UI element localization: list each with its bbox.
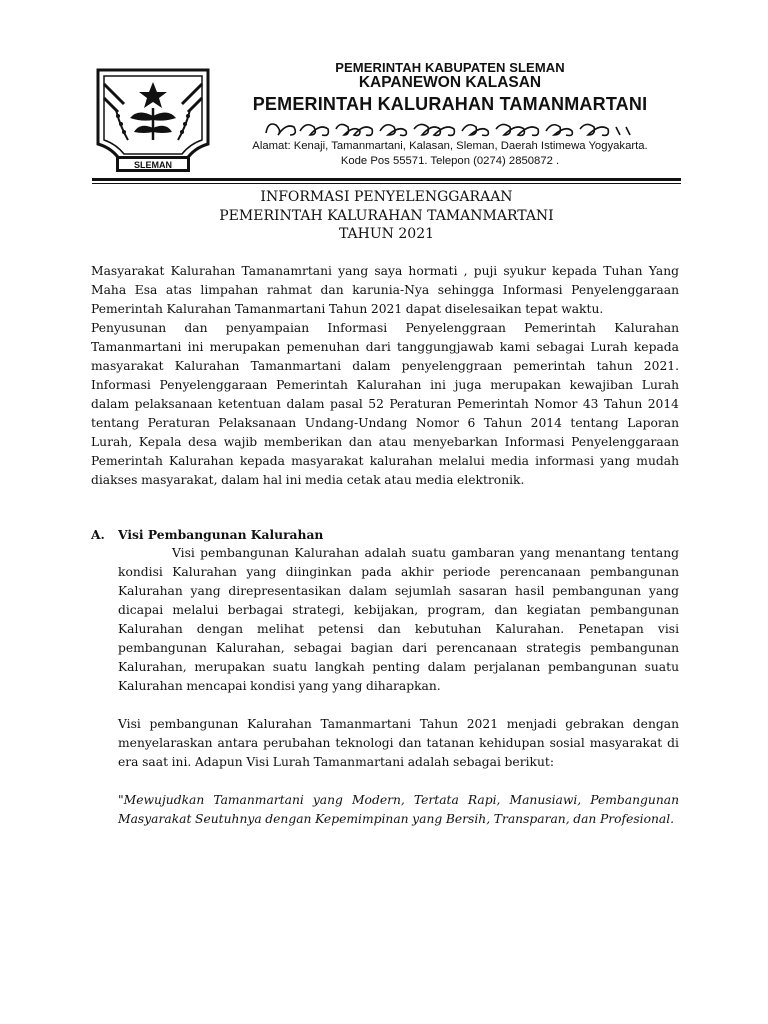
section-a-paragraph-1: Visi pembangunan Kalurahan adalah suatu gambaran yang menantang tentang kondisi Kalurahan yang diinginkan pada akhir periode perencanaan pembangunan Kalurahan yang direpresentasikan dalam sejumlah sasaran hasil pembangunan yang dicapai melalui berbagai strategi, kebijakan, program, dan kegiatan pembangunan Kalurahan dengan melihat petensi dan kebutuhan Kalurahan. Penetapan visi pembangunan Kalurahan, sebagai bagian dari perencanaan strategis pembangunan Kalurahan, merupakan suatu langkah penting dalam perjalanan pembangunan suatu Kalurahan mencapai kondisi yang yang diharapkan.	[118, 546, 679, 693]
javanese-script-lettering-icon	[260, 117, 640, 141]
intro-section	[91, 262, 679, 490]
section-a-heading	[91, 525, 679, 544]
letterhead-address: Alamat: Kenaji, Tamanmartani, Kalasan, Sleman, Daerah Istimewa Yogyakarta.	[252, 140, 648, 152]
section-a	[91, 525, 679, 829]
letterhead-postcode-phone: Kode Pos 55571. Telepon (0274) 2850872 .	[340, 155, 560, 167]
vision-quote: "Mewujudkan Tamanmartani yang Modern, Tertata Rapi, Manusiawi, Pembangunan Masyarakat Seutuhnya dengan Kepemimpinan yang Bersih, Transparan, dan Profesional.	[118, 793, 679, 826]
letterhead-rule-thick	[92, 178, 681, 181]
letterhead-regency: PEMERINTAH KABUPATEN SLEMAN	[335, 60, 565, 75]
section-a-body	[118, 544, 679, 829]
letterhead	[92, 56, 682, 180]
title-line-2: PEMERINTAH KALURAHAN TAMANMARTANI	[219, 207, 554, 224]
logo-label: SLEMAN	[134, 160, 172, 170]
letterhead-village: PEMERINTAH KALURAHAN TAMANMARTANI	[252, 94, 648, 114]
title-line-3: TAHUN 2021	[338, 226, 435, 242]
section-a-title: Visi Pembangunan Kalurahan	[118, 527, 324, 542]
letterhead-district: KAPANEWON KALASAN	[358, 74, 542, 91]
section-a-number: A.	[91, 527, 105, 542]
title-line-1: INFORMASI PENYELENGGARAAN	[260, 189, 513, 205]
letterhead-rule-thin	[92, 183, 681, 184]
section-a-paragraph-2: Visi pembangunan Kalurahan Tamanmartani Tahun 2021 menjadi gebrakan dengan menyelaraskan antara perubahan teknologi dan tatanan kehidupan sosial masyarakat di era saat ini. Adapun Visi Lurah Tamanmartani adalah sebagai berikut:	[118, 717, 679, 769]
sleman-regency-emblem-icon	[94, 64, 212, 178]
document-title	[92, 188, 681, 244]
intro-paragraph-1: Masyarakat Kalurahan Tamanamrtani yang saya hormati , puji syukur kepada Tuhan Yang Maha Esa atas limpahan rahmat dan karunia-Nya sehingga Informasi Penyelenggaraan Pemerintah Kalurahan Tamanmartani Tahun 2021 dapat diselesaikan tepat waktu.	[91, 264, 679, 316]
intro-paragraph-2: Penyusunan dan penyampaian Informasi Penyelenggraan Pemerintah Kalurahan Tamanmartani ini merupakan pemenuhan dari tanggungjawab kami sebagai Lurah kepada masyarakat Kalurahan Tamanmartani dalam penyelenggraan pemerintah tahun 2021. Informasi Penyelenggaraan Pemerintah Kalurahan ini juga merupakan kewajiban Lurah dalam pelaksanaan ketentuan dalam pasal 52 Peraturan Pemerintah Nomor 43 Tahun 2014 tentang Peraturan Pelaksanaan Undang-Undang Nomor 6 Tahun 2014 tentang Laporan Lurah, Kepala desa wajib memberikan dan atau menyebarkan Informasi Penyelenggaraan Pemerintah Kalurahan kepada masyarakat kalurahan melalui media informasi yang mudah diakses masyarakat, dalam hal ini media cetak atau media elektronik.	[91, 321, 679, 487]
